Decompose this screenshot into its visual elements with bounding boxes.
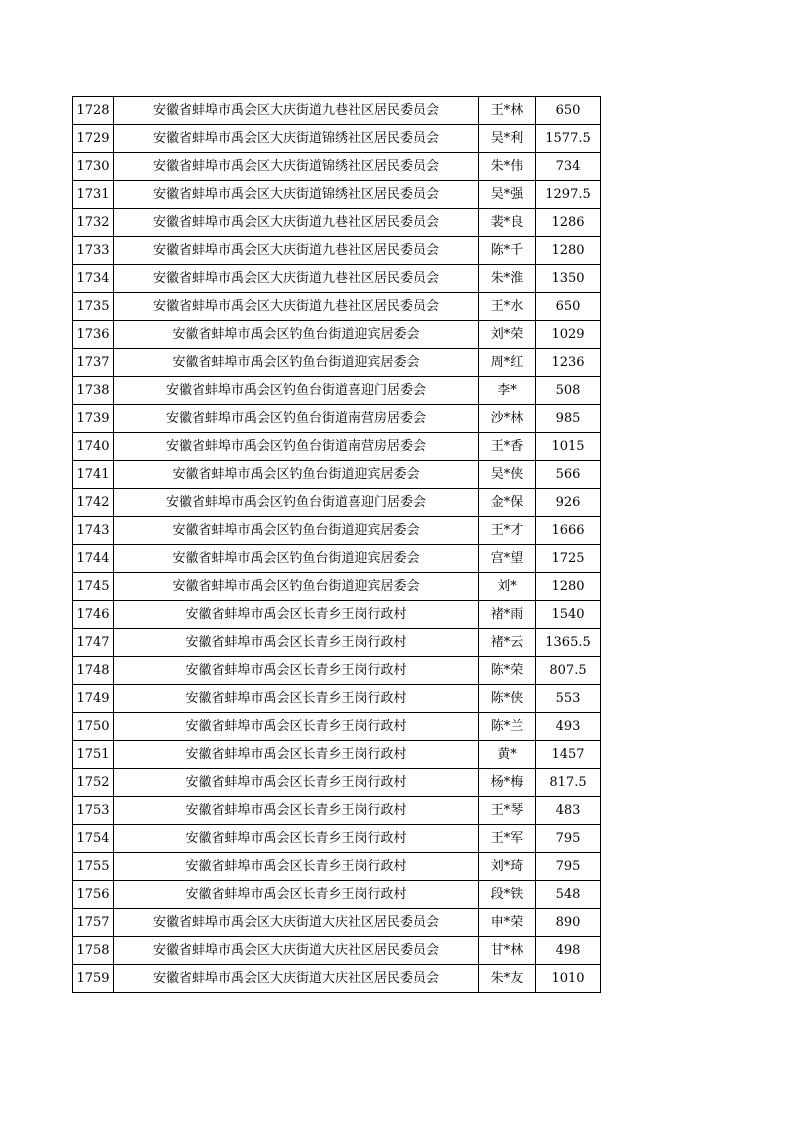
table-row [73,601,601,629]
amount-cell: 1540 [536,601,601,629]
table-row [73,797,601,825]
table-row [73,769,601,797]
table-row [73,321,601,349]
table-row [73,853,601,881]
table-row [73,265,601,293]
table-row [73,125,601,153]
row-number-cell: 1756 [73,881,114,909]
amount-cell: 1010 [536,965,601,993]
name-cell: 褚*雨 [479,601,536,629]
row-number-cell: 1728 [73,97,114,125]
amount-cell: 1577.5 [536,125,601,153]
amount-cell: 1236 [536,349,601,377]
table-row [73,909,601,937]
organization-cell: 安徽省蚌埠市禹会区大庆街道锦绣社区居民委员会 [114,153,479,181]
row-number-cell: 1753 [73,797,114,825]
name-cell: 王*才 [479,517,536,545]
table-row [73,237,601,265]
organization-cell: 安徽省蚌埠市禹会区钓鱼台街道喜迎门居委会 [114,377,479,405]
organization-cell: 安徽省蚌埠市禹会区长青乡王岗行政村 [114,769,479,797]
organization-cell: 安徽省蚌埠市禹会区长青乡王岗行政村 [114,853,479,881]
amount-cell: 985 [536,405,601,433]
organization-cell: 安徽省蚌埠市禹会区长青乡王岗行政村 [114,713,479,741]
table-row [73,825,601,853]
amount-cell: 890 [536,909,601,937]
table-row [73,293,601,321]
row-number-cell: 1741 [73,461,114,489]
organization-cell: 安徽省蚌埠市禹会区大庆街道大庆社区居民委员会 [114,937,479,965]
name-cell: 黄* [479,741,536,769]
row-number-cell: 1750 [73,713,114,741]
table-row [73,517,601,545]
row-number-cell: 1729 [73,125,114,153]
name-cell: 陈*千 [479,237,536,265]
amount-cell: 1280 [536,573,601,601]
organization-cell: 安徽省蚌埠市禹会区长青乡王岗行政村 [114,601,479,629]
row-number-cell: 1737 [73,349,114,377]
amount-cell: 1725 [536,545,601,573]
table-row [73,209,601,237]
name-cell: 王*香 [479,433,536,461]
row-number-cell: 1747 [73,629,114,657]
amount-cell: 734 [536,153,601,181]
amount-cell: 1457 [536,741,601,769]
amount-cell: 553 [536,685,601,713]
organization-cell: 安徽省蚌埠市禹会区钓鱼台街道喜迎门居委会 [114,489,479,517]
name-cell: 陈*兰 [479,713,536,741]
name-cell: 陈*侠 [479,685,536,713]
organization-cell: 安徽省蚌埠市禹会区大庆街道大庆社区居民委员会 [114,909,479,937]
row-number-cell: 1742 [73,489,114,517]
name-cell: 王*琴 [479,797,536,825]
amount-cell: 795 [536,853,601,881]
organization-cell: 安徽省蚌埠市禹会区大庆街道锦绣社区居民委员会 [114,181,479,209]
row-number-cell: 1759 [73,965,114,993]
organization-cell: 安徽省蚌埠市禹会区钓鱼台街道迎宾居委会 [114,545,479,573]
row-number-cell: 1744 [73,545,114,573]
row-number-cell: 1754 [73,825,114,853]
table-row [73,181,601,209]
row-number-cell: 1752 [73,769,114,797]
name-cell: 吴*强 [479,181,536,209]
organization-cell: 安徽省蚌埠市禹会区钓鱼台街道迎宾居委会 [114,517,479,545]
name-cell: 褚*云 [479,629,536,657]
organization-cell: 安徽省蚌埠市禹会区大庆街道九巷社区居民委员会 [114,237,479,265]
name-cell: 陈*荣 [479,657,536,685]
amount-cell: 508 [536,377,601,405]
table-row [73,489,601,517]
row-number-cell: 1751 [73,741,114,769]
row-number-cell: 1748 [73,657,114,685]
row-number-cell: 1743 [73,517,114,545]
name-cell: 沙*林 [479,405,536,433]
organization-cell: 安徽省蚌埠市禹会区大庆街道锦绣社区居民委员会 [114,125,479,153]
table-row [73,545,601,573]
amount-cell: 566 [536,461,601,489]
table-row [73,97,601,125]
table-row [73,433,601,461]
organization-cell: 安徽省蚌埠市禹会区大庆街道九巷社区居民委员会 [114,209,479,237]
name-cell: 吴*利 [479,125,536,153]
row-number-cell: 1740 [73,433,114,461]
organization-cell: 安徽省蚌埠市禹会区钓鱼台街道南营房居委会 [114,405,479,433]
name-cell: 朱*淮 [479,265,536,293]
amount-cell: 650 [536,97,601,125]
amount-cell: 498 [536,937,601,965]
organization-cell: 安徽省蚌埠市禹会区大庆街道九巷社区居民委员会 [114,293,479,321]
name-cell: 宫*望 [479,545,536,573]
name-cell: 刘*琦 [479,853,536,881]
name-cell: 王*军 [479,825,536,853]
name-cell: 王*林 [479,97,536,125]
table-row [73,713,601,741]
name-cell: 朱*伟 [479,153,536,181]
organization-cell: 安徽省蚌埠市禹会区大庆街道九巷社区居民委员会 [114,265,479,293]
name-cell: 朱*友 [479,965,536,993]
recipient-table [72,96,601,993]
table-row [73,965,601,993]
table-row [73,741,601,769]
name-cell: 裴*良 [479,209,536,237]
organization-cell: 安徽省蚌埠市禹会区长青乡王岗行政村 [114,881,479,909]
organization-cell: 安徽省蚌埠市禹会区长青乡王岗行政村 [114,797,479,825]
row-number-cell: 1730 [73,153,114,181]
name-cell: 刘* [479,573,536,601]
row-number-cell: 1757 [73,909,114,937]
table-body [73,97,601,993]
row-number-cell: 1736 [73,321,114,349]
name-cell: 周*红 [479,349,536,377]
amount-cell: 1280 [536,237,601,265]
organization-cell: 安徽省蚌埠市禹会区大庆街道大庆社区居民委员会 [114,965,479,993]
table-row [73,937,601,965]
name-cell: 吴*侠 [479,461,536,489]
row-number-cell: 1738 [73,377,114,405]
organization-cell: 安徽省蚌埠市禹会区大庆街道九巷社区居民委员会 [114,97,479,125]
row-number-cell: 1749 [73,685,114,713]
organization-cell: 安徽省蚌埠市禹会区钓鱼台街道迎宾居委会 [114,321,479,349]
organization-cell: 安徽省蚌埠市禹会区钓鱼台街道迎宾居委会 [114,573,479,601]
table-row [73,377,601,405]
name-cell: 王*水 [479,293,536,321]
name-cell: 甘*林 [479,937,536,965]
row-number-cell: 1745 [73,573,114,601]
amount-cell: 817.5 [536,769,601,797]
row-number-cell: 1746 [73,601,114,629]
table-row [73,573,601,601]
table-row [73,153,601,181]
amount-cell: 1297.5 [536,181,601,209]
amount-cell: 1029 [536,321,601,349]
row-number-cell: 1731 [73,181,114,209]
row-number-cell: 1739 [73,405,114,433]
amount-cell: 795 [536,825,601,853]
row-number-cell: 1758 [73,937,114,965]
organization-cell: 安徽省蚌埠市禹会区长青乡王岗行政村 [114,741,479,769]
name-cell: 金*保 [479,489,536,517]
amount-cell: 1015 [536,433,601,461]
amount-cell: 926 [536,489,601,517]
organization-cell: 安徽省蚌埠市禹会区长青乡王岗行政村 [114,629,479,657]
organization-cell: 安徽省蚌埠市禹会区长青乡王岗行政村 [114,657,479,685]
organization-cell: 安徽省蚌埠市禹会区长青乡王岗行政村 [114,685,479,713]
name-cell: 段*铁 [479,881,536,909]
organization-cell: 安徽省蚌埠市禹会区钓鱼台街道迎宾居委会 [114,349,479,377]
table-row [73,881,601,909]
organization-cell: 安徽省蚌埠市禹会区长青乡王岗行政村 [114,825,479,853]
amount-cell: 493 [536,713,601,741]
row-number-cell: 1755 [73,853,114,881]
table-row [73,685,601,713]
organization-cell: 安徽省蚌埠市禹会区钓鱼台街道南营房居委会 [114,433,479,461]
row-number-cell: 1732 [73,209,114,237]
amount-cell: 548 [536,881,601,909]
table-row [73,629,601,657]
amount-cell: 807.5 [536,657,601,685]
row-number-cell: 1733 [73,237,114,265]
name-cell: 杨*梅 [479,769,536,797]
amount-cell: 1286 [536,209,601,237]
amount-cell: 650 [536,293,601,321]
row-number-cell: 1735 [73,293,114,321]
table-row [73,657,601,685]
name-cell: 刘*荣 [479,321,536,349]
name-cell: 李* [479,377,536,405]
table-row [73,461,601,489]
organization-cell: 安徽省蚌埠市禹会区钓鱼台街道迎宾居委会 [114,461,479,489]
amount-cell: 483 [536,797,601,825]
table-row [73,405,601,433]
table-row [73,349,601,377]
amount-cell: 1350 [536,265,601,293]
name-cell: 申*荣 [479,909,536,937]
amount-cell: 1666 [536,517,601,545]
amount-cell: 1365.5 [536,629,601,657]
row-number-cell: 1734 [73,265,114,293]
